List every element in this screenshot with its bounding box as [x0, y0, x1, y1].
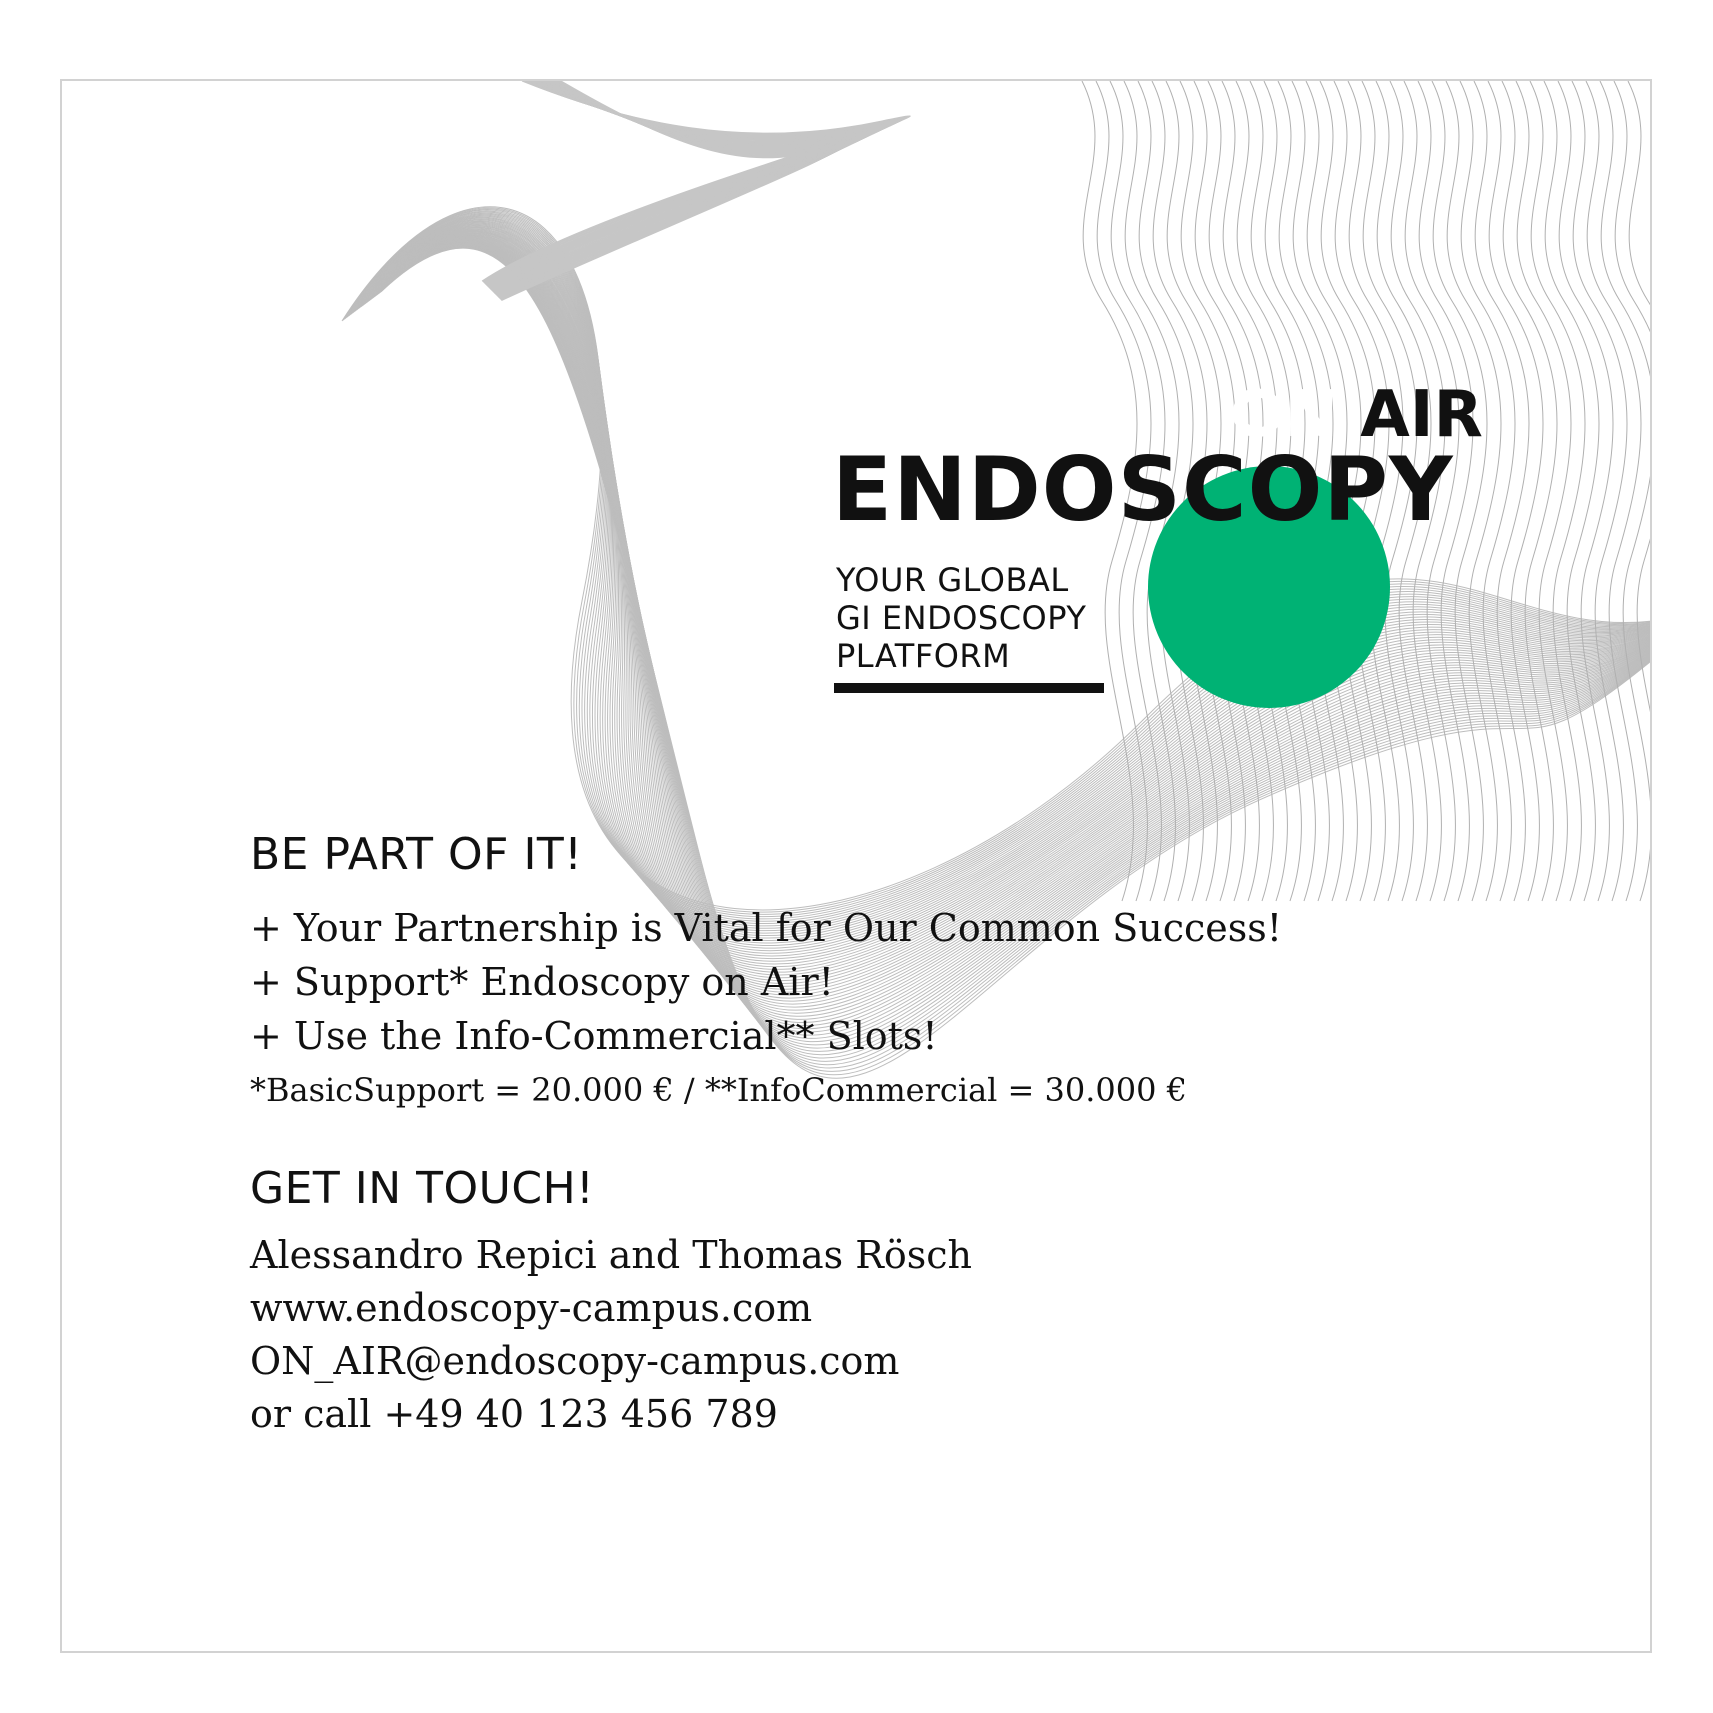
tagline-line: GI ENDOSCOPY	[836, 599, 1087, 637]
list-item: + Support* Endoscopy on Air!	[250, 960, 834, 1004]
wave-line	[488, 81, 889, 287]
partner-list	[250, 901, 1282, 1063]
contact-email[interactable]: ON_AIR@endoscopy-campus.com	[250, 1339, 900, 1383]
contact-phone: or call +49 40 123 456 789	[250, 1392, 778, 1436]
logo-tagline	[836, 561, 1086, 675]
wave-line	[488, 81, 887, 287]
logo-air: AIR	[1360, 378, 1483, 452]
wave-line	[1586, 81, 1641, 901]
wave-line	[1572, 81, 1627, 901]
flyer-card	[60, 79, 1652, 1653]
contact-heading: GET IN TOUCH!	[250, 1163, 595, 1214]
tagline-line: PLATFORM	[836, 637, 1011, 675]
contact-names: Alessandro Repici and Thomas Rösch	[250, 1233, 972, 1277]
wave-line	[1558, 81, 1613, 901]
wave-line	[1530, 81, 1585, 901]
logo-wordmark: ENDOSCOPY	[832, 438, 1454, 541]
logo-on: ON	[1230, 378, 1338, 452]
list-item: + Your Partnership is Vital for Our Common Success!	[250, 906, 1283, 950]
wave-line	[1628, 81, 1650, 901]
list-item: + Use the Info-Commercial** Slots!	[250, 1014, 938, 1058]
logo-underline-bar	[834, 683, 1104, 693]
contact-block	[250, 1229, 972, 1441]
wave-line	[1544, 81, 1599, 901]
pricing-footnote: *BasicSupport = 20.000 € / **InfoCommercial = 30.000 €	[250, 1071, 1188, 1109]
partner-heading: BE PART OF IT!	[250, 829, 583, 880]
contact-website[interactable]: www.endoscopy-campus.com	[250, 1286, 813, 1330]
wave-line	[1600, 81, 1650, 901]
endoscopy-on-air-logo	[832, 271, 1532, 721]
tagline-line: YOUR GLOBAL	[836, 561, 1069, 599]
